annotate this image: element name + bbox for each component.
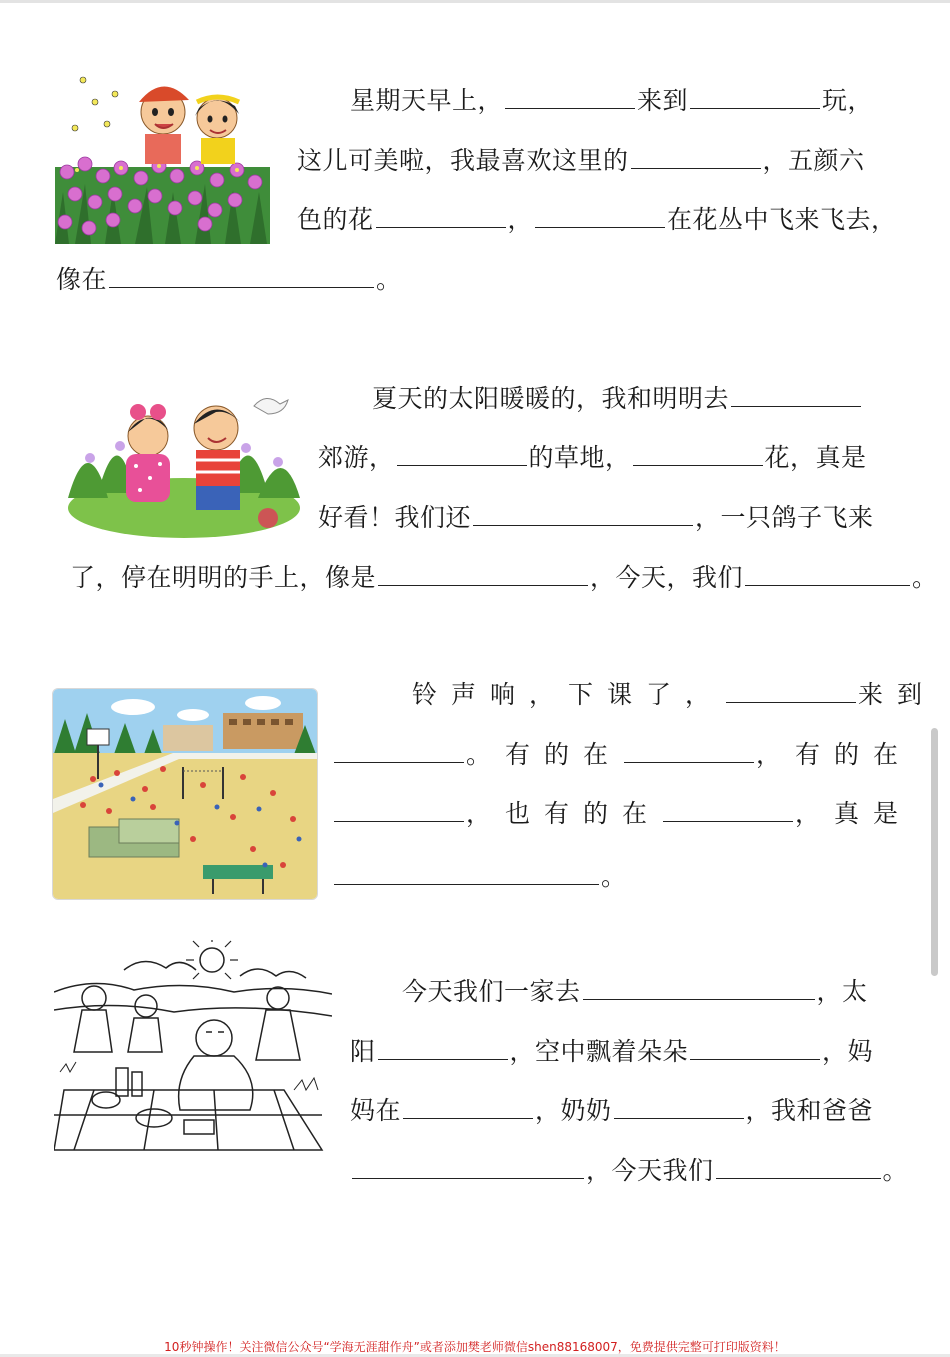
exercise-2-line-4: 了，停在明明的手上，像是 ，今天，我们 。 (70, 563, 938, 592)
exercise-2-line-2: 郊游， 的草地， 花，真是 (318, 443, 867, 472)
fill-in-blank[interactable] (633, 443, 763, 466)
exercise-1-line-3: 色的花 ， 在花丛中飞来飞去， (297, 205, 897, 234)
fill-in-blank[interactable] (334, 740, 464, 763)
exercise-4-line-2: 阳 ，空中飘着朵朵 ，妈 (350, 1037, 874, 1066)
fill-in-blank[interactable] (473, 503, 693, 526)
exercise-1-line-4: 像在 。 (56, 265, 402, 294)
exercise-2-line-3: 好看！我们还 ，一只鸽子飞来 (318, 503, 874, 532)
fill-in-blank[interactable] (109, 265, 374, 288)
fill-in-blank[interactable] (631, 146, 761, 169)
scrollbar-thumb[interactable] (931, 728, 938, 976)
fill-in-blank[interactable] (716, 1156, 881, 1179)
top-border (0, 0, 950, 3)
fill-in-blank[interactable] (376, 205, 506, 228)
family-picnic-illustration (54, 940, 332, 1160)
exercise-4-line-4: ，今天我们 。 (350, 1156, 908, 1186)
exercise-4-line-3: 妈在 ，奶奶 ，我和爸爸 (350, 1096, 874, 1125)
fill-in-blank[interactable] (334, 799, 464, 822)
playground-illustration (52, 688, 318, 900)
fill-in-blank[interactable] (663, 799, 793, 822)
exercise-4-line-1: 今天我们一家去 ，太 (402, 977, 868, 1006)
fill-in-blank[interactable] (614, 1096, 744, 1119)
fill-in-blank[interactable] (378, 1037, 508, 1060)
fill-in-blank[interactable] (690, 86, 820, 109)
fill-in-blank[interactable] (397, 443, 527, 466)
exercise-1-line-1: 星期天早上， 来到 玩， (350, 86, 874, 115)
fill-in-blank[interactable] (403, 1096, 533, 1119)
fill-in-blank[interactable] (583, 977, 815, 1000)
exercise-3-line-3: ，也有的在 ，真是 (332, 799, 912, 829)
fill-in-blank[interactable] (505, 86, 635, 109)
exercise-3-line-1: 铃声响，下课了， 来到 (412, 680, 937, 709)
fill-in-blank[interactable] (726, 680, 856, 703)
fill-in-blank[interactable] (334, 862, 599, 885)
children-pigeon-illustration (68, 388, 300, 538)
exercise-2-line-1: 夏天的太阳暖暖的，我和明明去 (372, 384, 863, 414)
exercise-3-line-2: 。有的在 ，有的在 (332, 740, 912, 770)
exercise-1-line-2: 这儿可美啦，我最喜欢这里的 ，五颜六 (297, 146, 865, 175)
fill-in-blank[interactable] (731, 384, 861, 407)
fill-in-blank[interactable] (745, 563, 910, 586)
fill-in-blank[interactable] (352, 1156, 584, 1179)
fill-in-blank[interactable] (535, 205, 665, 228)
exercise-3-line-4: 。 (332, 862, 627, 892)
fill-in-blank[interactable] (378, 563, 588, 586)
footer-promo-text: 10秒钟操作！关注微信公众号“学海无涯甜作舟”或者添加樊老师微信shen88168007，免费提供完整可打印版资料！ (164, 1340, 786, 1354)
flowers-children-illustration (55, 72, 270, 244)
fill-in-blank[interactable] (690, 1037, 820, 1060)
fill-in-blank[interactable] (624, 740, 754, 763)
